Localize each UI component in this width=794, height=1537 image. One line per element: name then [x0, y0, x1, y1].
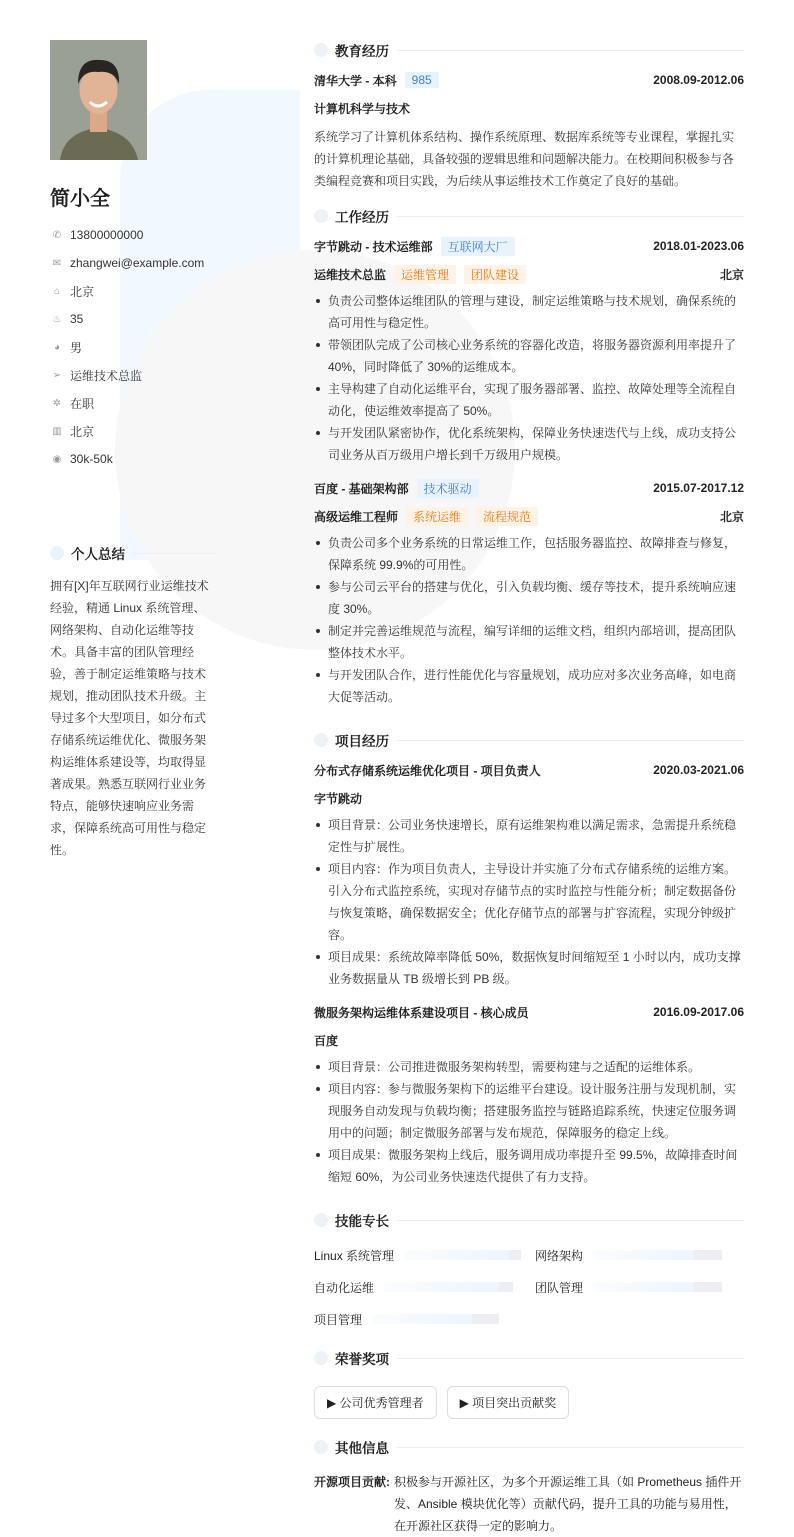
section-title: 教育经历: [335, 44, 389, 59]
project-bullets: [314, 814, 744, 990]
project-name: 分布式存储系统运维优化项目 - 项目负责人: [314, 763, 541, 778]
education-description: 系统学习了计算机体系结构、操作系统原理、数据库系统等专业课程，掌握扎实的计算机理论基础，具备较强的逻辑思维和问题解决能力。在校期间积极参与各类编程竞赛和项目实践，为后续从事运维技术工作奠定了良好的基础。: [314, 130, 735, 188]
bullet-item: 与开发团队合作，进行性能优化与容量规划，成功应对多次业务高峰，如电商大促等活动。: [314, 664, 744, 708]
skill-level-bar: [404, 1250, 521, 1260]
skill-level-bar: [384, 1282, 513, 1292]
role-tag: 系统运维: [406, 507, 468, 526]
mail-icon: ✉: [52, 257, 62, 269]
bullet-item: 项目成果：微服务架构上线后，服务调用成功率提升至 99.5%，故障排查时间缩短 60%，为公司业务快速迭代提供了有力支持。: [314, 1144, 744, 1188]
award-label: 公司优秀管理者: [339, 1396, 424, 1410]
contact-info-text: 运维技术总监: [70, 368, 143, 383]
section-dot-icon: [314, 733, 328, 747]
contact-info-item: [50, 249, 215, 277]
company-name: 字节跳动 - 技术运维部: [314, 239, 433, 254]
contact-info-text: 男: [70, 340, 83, 355]
skill-level-bar: [372, 1314, 499, 1324]
summary-text: 拥有[X]年互联网行业运维技术经验，精通 Linux 系统管理、网络架构、自动化运维等技术。具备丰富的团队管理经验，善于制定运维策略与技术规划，推动团队技术升级。主导过多个大型项目，如分布式存储系统运维优化、微服务架构运维体系建设等，均取得显著成果。熟悉互联网行业业务特点，能够快速响应业务需求，保障系统高可用性与稳定性。: [50, 579, 209, 857]
skill-name: 网络架构: [535, 1248, 584, 1263]
bullet-item: 带领团队完成了公司核心业务系统的容器化改造，将服务器资源利用率提升了 40%，同时降低了 30%的运维成本。: [314, 334, 744, 378]
sidebar: [50, 40, 215, 861]
contact-info-text: 30k-50k: [70, 452, 113, 466]
building-icon: ▥: [52, 425, 62, 437]
bullet-item: 项目背景：公司推进微服务架构转型，需要构建与之适配的运维体系。: [314, 1056, 744, 1078]
section-title: 项目经历: [335, 734, 389, 749]
project-bullets: [314, 1056, 744, 1188]
divider: [397, 1220, 744, 1221]
skill-level-fill: [593, 1250, 694, 1260]
skill-name: Linux 系统管理: [314, 1248, 395, 1263]
project-entry: [314, 756, 744, 990]
skill-item: [535, 1276, 744, 1298]
home-icon: ⌂: [53, 285, 61, 297]
contact-info-text: 在职: [70, 396, 95, 411]
job-date: 2015.07-2017.12: [653, 481, 744, 495]
project-org: 百度: [314, 1033, 339, 1048]
section-header-education: [314, 40, 744, 60]
education-date: 2008.09-2012.06: [653, 73, 744, 87]
role-tag: 运维管理: [394, 265, 456, 284]
contact-info-text: zhangwei@example.com: [70, 256, 205, 270]
skill-level-fill: [384, 1282, 498, 1292]
school-name: 清华大学 - 本科: [314, 73, 397, 88]
company-tag: 技术驱动: [417, 479, 479, 498]
section-dot-icon: [314, 43, 328, 57]
award-label: 项目突出贡献奖: [472, 1396, 557, 1410]
gender-icon: ◕: [53, 341, 61, 353]
job-bullets: [314, 532, 744, 708]
job-city: 北京: [719, 509, 744, 524]
section-header-projects: [314, 730, 744, 750]
award-badge[interactable]: [447, 1386, 570, 1419]
other-info-text: 积极参与开源社区，为多个开源运维工具（如 Prometheus 插件开发、Ansible 模块优化等）贡献代码，提升工具的功能与易用性，在开源社区获得一定的影响力。: [394, 1475, 742, 1533]
project-date: 2020.03-2021.06: [653, 763, 744, 777]
divider: [397, 216, 744, 217]
skill-name: 自动化运维: [314, 1280, 375, 1295]
project-entry: [314, 998, 744, 1188]
role-tag: 流程规范: [476, 507, 538, 526]
school-tag: 985: [405, 72, 439, 88]
role-tag: 团队建设: [464, 265, 526, 284]
bullet-item: 与开发团队紧密协作，优化系统架构，保障业务快速迭代与上线，成功支持公司业务从百万级用户增长到千万级用户规模。: [314, 422, 744, 466]
bullet-item: 参与公司云平台的搭建与优化，引入负载均衡、缓存等技术，提升系统响应速度 30%。: [314, 576, 744, 620]
job-entry: [314, 474, 744, 708]
contact-info-text: 35: [70, 312, 84, 326]
divider: [397, 1447, 744, 1448]
major: 计算机科学与技术: [314, 101, 411, 116]
section-header-awards: [314, 1348, 744, 1368]
section-dot-icon: [314, 1213, 328, 1227]
skill-name: 项目管理: [314, 1312, 363, 1327]
skill-item: [314, 1308, 535, 1330]
contact-info-item: [50, 333, 215, 361]
contact-info-item: [50, 389, 215, 417]
contact-info-text: 北京: [70, 424, 95, 439]
divider: [397, 1358, 744, 1359]
bullet-item: 项目背景：公司业务快速增长，原有运维架构难以满足需求，急需提升系统稳定性与扩展性。: [314, 814, 744, 858]
skill-level-fill: [593, 1282, 694, 1292]
skill-item: [314, 1244, 535, 1266]
other-info-row: [314, 1471, 744, 1537]
contact-info-item: [50, 417, 215, 445]
send-icon: ➢: [52, 369, 62, 381]
divider: [397, 50, 744, 51]
contact-info-item: [50, 445, 215, 473]
section-dot-icon: [314, 1440, 328, 1454]
section-dot-icon: [314, 1351, 328, 1365]
section-header-skills: [314, 1210, 744, 1230]
bullet-item: 项目成果：系统故障率降低 50%，数据恢复时间缩短至 1 小时以内，成功支撑业务数据量从 TB 级增长到 PB 级。: [314, 946, 744, 990]
contact-info-item: [50, 277, 215, 305]
section-title: 技能专长: [335, 1214, 389, 1229]
divider: [397, 740, 744, 741]
skill-name: 团队管理: [535, 1280, 584, 1295]
job-role: 高级运维工程师: [314, 509, 399, 524]
project-org: 字节跳动: [314, 791, 363, 806]
bullet-item: 负责公司多个业务系统的日常运维工作，包括服务器监控、故障排查与修复，保障系统 99.9%的可用性。: [314, 532, 744, 576]
candidate-name: 简小全: [50, 188, 110, 210]
company-tag: 互联网大厂: [441, 237, 515, 256]
bullet-item: 项目内容：作为项目负责人，主导设计并实施了分布式存储系统的运维方案。引入分布式监控系统，实现对存储节点的实时监控与性能分析；制定数据备份与恢复策略，确保数据安全；优化存储节点的部署与扩容流程，实现分钟级扩容。: [314, 858, 744, 946]
play-icon: ▶: [327, 1396, 340, 1410]
section-title: 工作经历: [335, 210, 389, 225]
other-info-label: 开源项目贡献:: [314, 1475, 390, 1489]
section-title: 其他信息: [335, 1441, 389, 1456]
phone-icon: ✆: [52, 229, 62, 241]
contact-info-item: [50, 361, 215, 389]
job-entry: [314, 232, 744, 466]
project-name: 微服务架构运维体系建设项目 - 核心成员: [314, 1005, 529, 1020]
section-dot-icon: [50, 546, 64, 560]
section-header-summary: [50, 543, 215, 563]
section-dot-icon: [314, 209, 328, 223]
play-icon: ▶: [459, 1396, 473, 1410]
contact-info-item: [50, 221, 215, 249]
section-header-work: [314, 206, 744, 226]
section-title: 荣誉奖项: [335, 1352, 389, 1367]
skill-item: [314, 1276, 535, 1298]
project-date: 2016.09-2017.06: [653, 1005, 744, 1019]
status-icon: ✲: [52, 397, 62, 409]
company-name: 百度 - 基础架构部: [314, 481, 409, 496]
bullet-item: 制定并完善运维规范与流程，编写详细的运维文档，组织内部培训，提高团队整体技术水平。: [314, 620, 744, 664]
cake-icon: ♨: [52, 313, 62, 325]
skill-item: [535, 1244, 744, 1266]
divider: [133, 553, 215, 554]
job-bullets: [314, 290, 744, 466]
bullet-item: 负责公司整体运维团队的管理与建设，制定运维策略与技术规划，确保系统的高可用性与稳定性。: [314, 290, 744, 334]
contact-info-text: 13800000000: [70, 228, 144, 242]
award-badge[interactable]: [314, 1386, 437, 1419]
job-role: 运维技术总监: [314, 267, 387, 282]
section-header-other: [314, 1437, 744, 1457]
contact-info-text: 北京: [70, 284, 95, 299]
job-date: 2018.01-2023.06: [653, 239, 744, 253]
skill-level-bar: [593, 1250, 722, 1260]
profile-photo: [50, 40, 147, 160]
job-city: 北京: [719, 267, 744, 282]
skill-level-fill: [372, 1314, 472, 1324]
skill-level-bar: [593, 1282, 722, 1292]
salary-icon: ◉: [52, 453, 62, 465]
bullet-item: 主导构建了自动化运维平台，实现了服务器部署、监控、故障处理等全流程自动化，使运维效率提高了 50%。: [314, 378, 744, 422]
section-title: 个人总结: [71, 547, 125, 562]
bullet-item: 项目内容：参与微服务架构下的运维平台建设。设计服务注册与发现机制，实现服务自动发现与负载均衡；搭建服务监控与链路追踪系统，快速定位服务调用中的问题；制定微服务部署与发布规范，保障服务的稳定上线。: [314, 1078, 744, 1144]
contact-info-item: [50, 305, 215, 333]
skill-level-fill: [404, 1250, 509, 1260]
main-content: [314, 40, 744, 1537]
